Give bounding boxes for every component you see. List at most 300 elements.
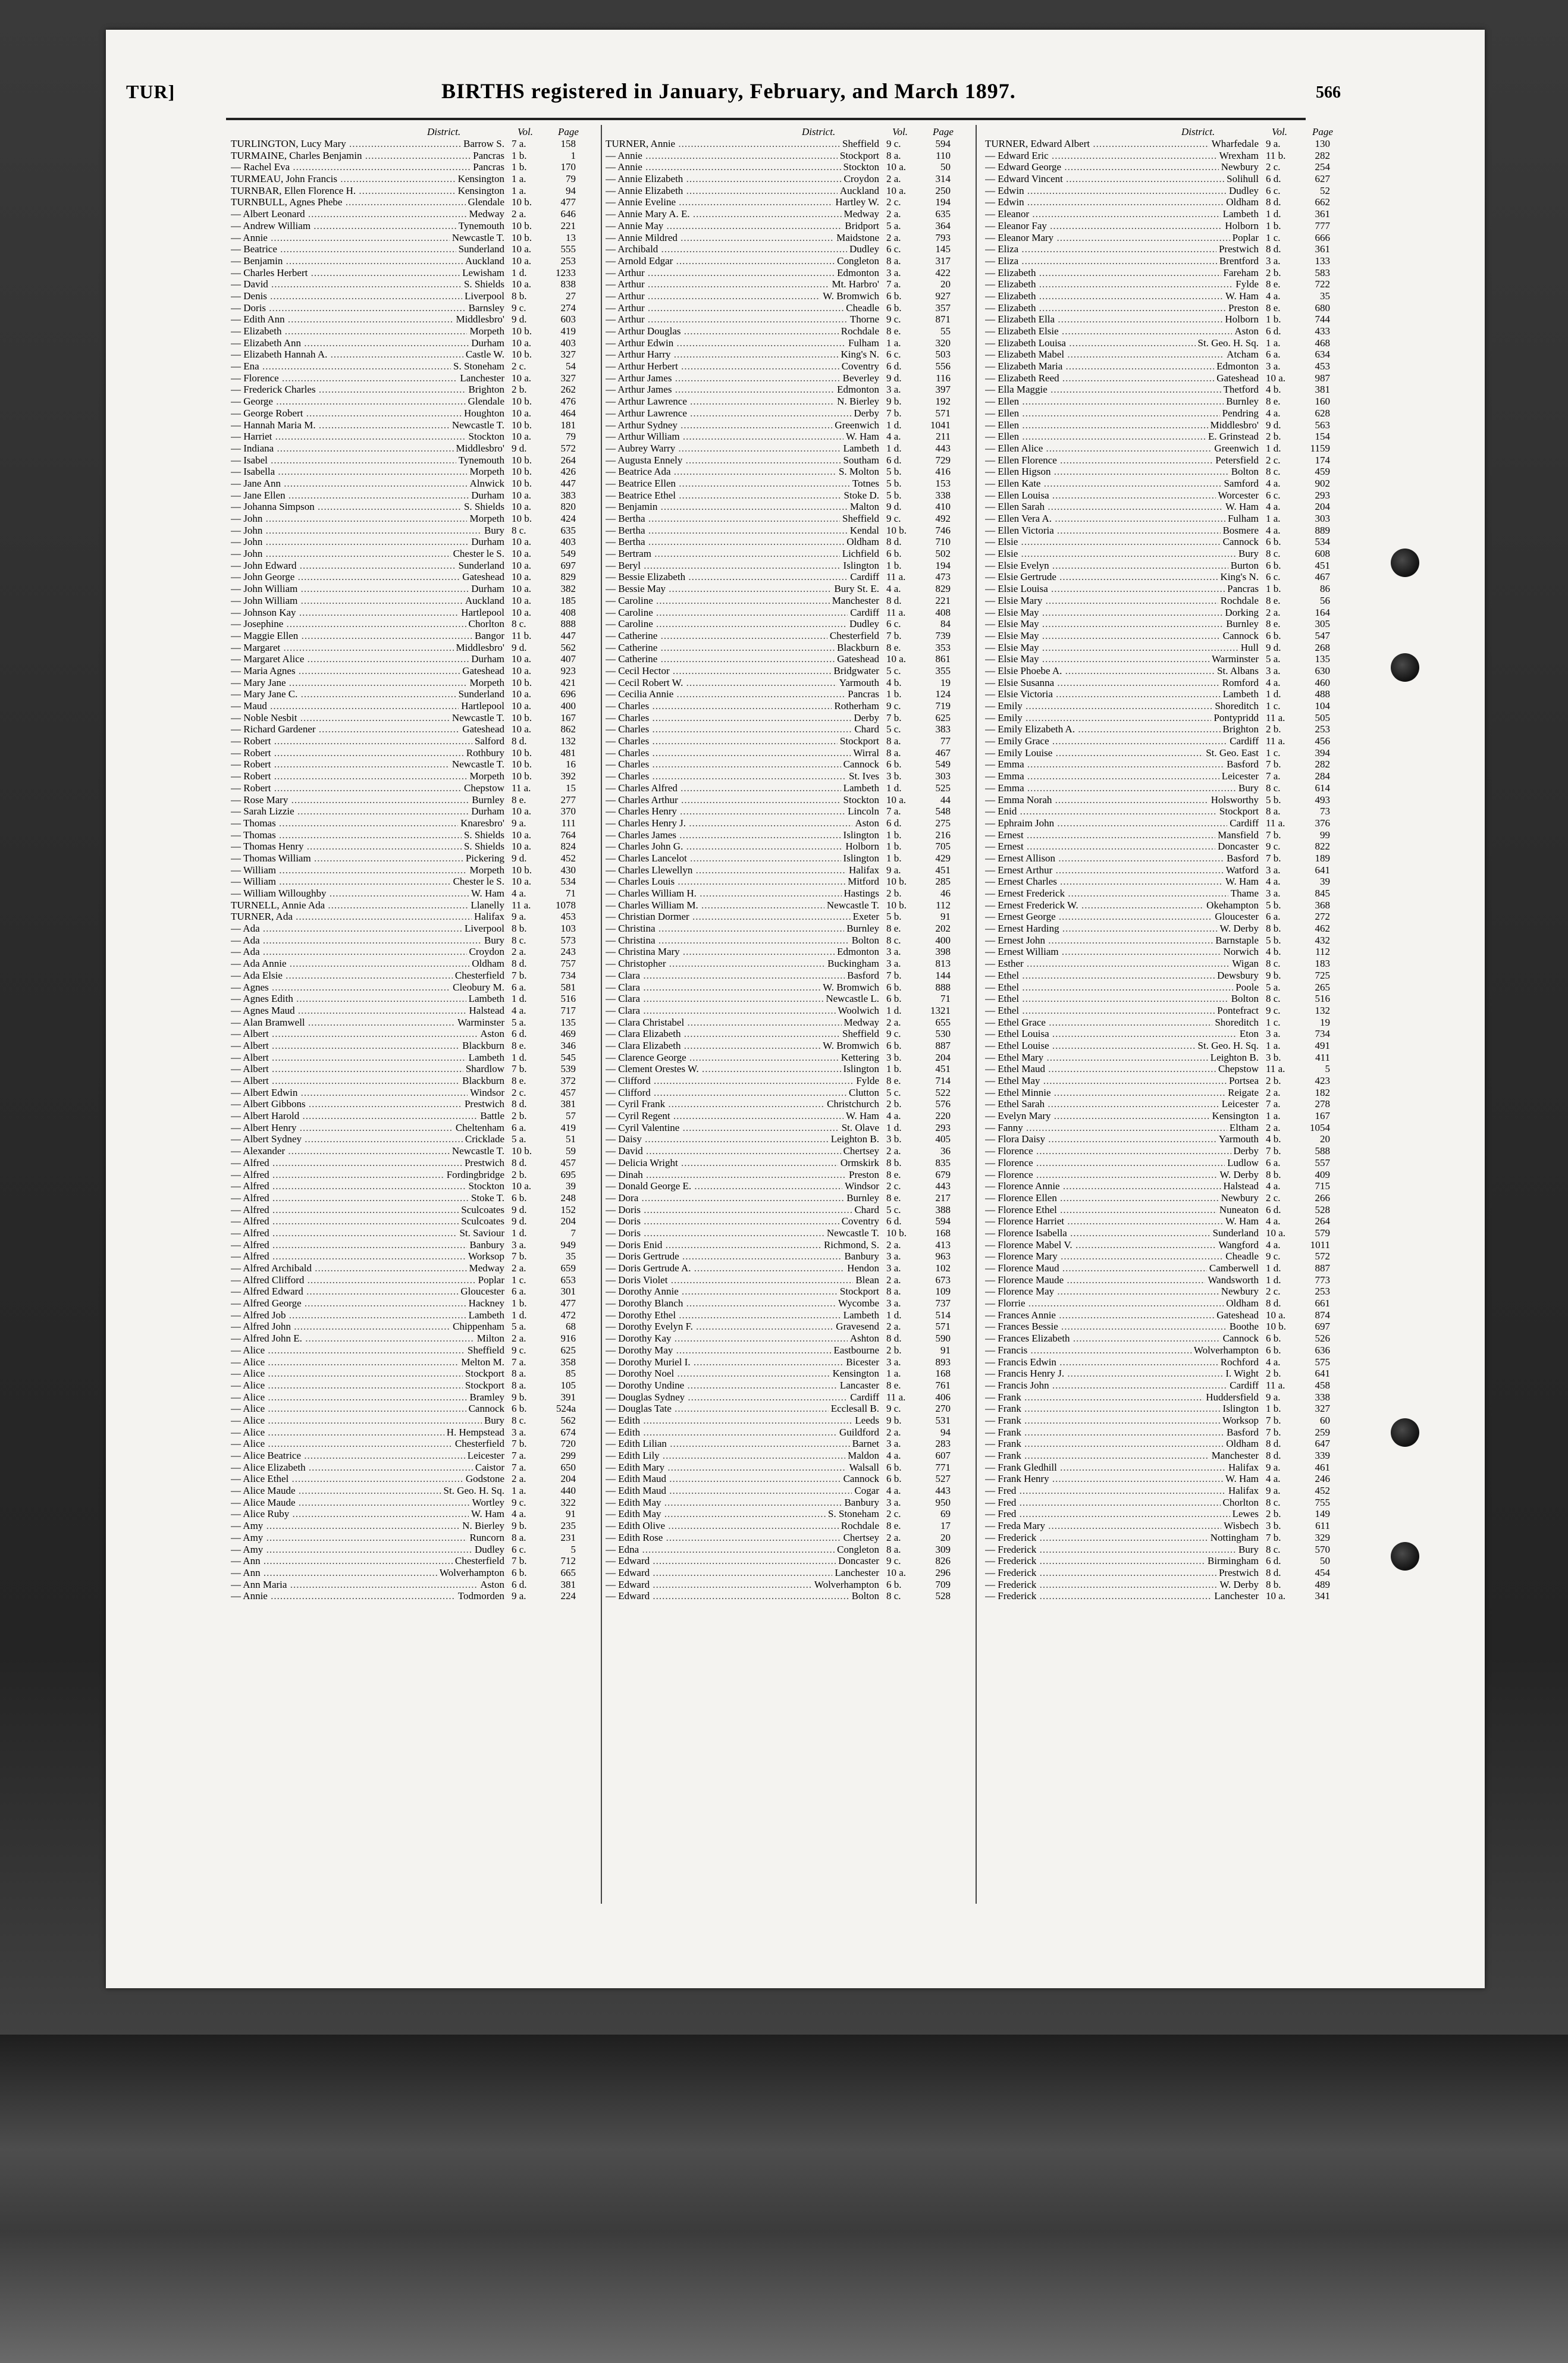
register-entry <box>231 1145 588 1157</box>
entry-volume: 3 b. <box>1266 1520 1281 1532</box>
entry-district: Durham <box>469 583 504 595</box>
register-entry <box>606 759 962 770</box>
entry-name: — Emily ..... <box>985 712 1247 724</box>
register-entry <box>231 595 588 607</box>
entry-page: 627 <box>1315 173 1330 185</box>
entry-volume: 10 a. <box>886 161 907 173</box>
entry-district: Morpeth <box>467 466 504 478</box>
entry-page: 160 <box>1315 396 1330 408</box>
entry-name: TURNER, Annie ..... <box>606 138 867 150</box>
entry-district: Cricklade <box>463 1133 504 1145</box>
register-entry <box>606 712 962 724</box>
register-entry <box>985 853 1342 864</box>
entry-district: Rochdale <box>839 1520 879 1532</box>
entry-name: — Elizabeth ..... <box>985 278 1247 290</box>
entry-district: Congleton <box>835 1544 879 1556</box>
register-entry <box>606 747 962 759</box>
register-entry <box>606 443 962 455</box>
register-entry <box>606 1380 962 1392</box>
entry-volume: 9 c. <box>1266 1004 1281 1016</box>
entry-volume: 7 b. <box>886 712 902 723</box>
entry-name: — Ernest Arthur ..... <box>985 864 1247 876</box>
entry-name: — Mary Jane C. ..... <box>231 688 493 700</box>
entry-page: 416 <box>935 466 951 478</box>
entry-district: Mitford <box>845 876 879 888</box>
entry-district: Hackney <box>466 1298 504 1309</box>
entry-district: Newcastle T. <box>450 712 504 724</box>
entry-district: W. Derby <box>1218 923 1259 935</box>
entry-volume: 5 a. <box>1266 653 1281 665</box>
register-entry <box>985 431 1342 443</box>
entry-district: Lambeth <box>1221 688 1259 700</box>
entry-name: — Arthur Lawrence ..... <box>606 408 867 419</box>
entry-district: Rochford <box>1218 1356 1259 1368</box>
entry-name: — Dorothy Evelyn F. ..... <box>606 1321 867 1333</box>
entry-volume: 2 a. <box>512 946 526 958</box>
entry-name: — Benjamin ..... <box>231 255 493 267</box>
entry-page: 7 <box>570 1227 576 1239</box>
entry-name: — Frank ..... <box>985 1438 1247 1450</box>
entry-page: 516 <box>1315 993 1330 1005</box>
entry-page: 824 <box>560 841 576 853</box>
entry-page: 570 <box>1315 1543 1330 1555</box>
entry-name: — Clara ..... <box>606 1005 867 1017</box>
register-entry <box>231 1380 588 1392</box>
entry-page: 923 <box>560 665 576 676</box>
register-entry <box>606 1427 962 1439</box>
register-entry <box>985 349 1342 361</box>
entry-volume: 10 a. <box>512 559 532 571</box>
register-entry <box>985 630 1342 642</box>
register-entry <box>606 1508 962 1520</box>
entry-volume: 7 b. <box>512 969 527 981</box>
register-entry <box>231 841 588 853</box>
entry-volume: 4 b. <box>1266 1133 1281 1145</box>
entry-district: Islington <box>841 829 879 841</box>
entry-district: Eton <box>1237 1028 1259 1040</box>
entry-volume: 7 a. <box>1266 1098 1281 1110</box>
entry-district: Croydon <box>842 173 880 185</box>
entry-district: Auckland <box>463 255 504 267</box>
entry-page: 526 <box>1315 1333 1330 1345</box>
entry-name: — Charles ..... <box>606 700 867 712</box>
entry-page: 709 <box>935 1578 951 1590</box>
entry-district: Edmonton <box>1214 361 1259 372</box>
entry-page: 454 <box>1315 1566 1330 1578</box>
entry-name: — Ethel Louisa ..... <box>985 1028 1247 1040</box>
entry-name: — Dorothy Undine ..... <box>606 1380 867 1392</box>
entry-name: — Emily Elizabeth A. ..... <box>985 723 1247 735</box>
entry-volume: 10 b. <box>512 325 532 337</box>
entry-name: — Florence Ethel ..... <box>985 1204 1247 1216</box>
register-entry <box>985 1227 1342 1239</box>
entry-name: — Dora ..... <box>606 1192 867 1204</box>
entry-volume: 2 a. <box>886 173 901 185</box>
entry-district: Ecclesall B. <box>829 1403 879 1415</box>
entry-page: 182 <box>1315 1086 1330 1098</box>
entry-page: 183 <box>1315 958 1330 970</box>
entry-district: Windsor <box>468 1087 504 1099</box>
entry-name: — Charles Henry J. ..... <box>606 817 867 829</box>
entry-district: W. Ham <box>843 431 879 443</box>
entry-district: Glendale <box>466 396 504 408</box>
entry-name: — Ellen Sarah ..... <box>985 501 1247 513</box>
entry-district: Medway <box>842 208 879 220</box>
entry-volume: 7 a. <box>886 278 901 290</box>
entry-name: — Charles Herbert ..... <box>231 267 493 279</box>
entry-page: 575 <box>1315 1356 1330 1368</box>
district-header: District. <box>427 126 461 137</box>
entry-page: 158 <box>560 138 576 149</box>
register-entry <box>606 1204 962 1216</box>
entry-name: — John George ..... <box>231 571 493 583</box>
register-entry <box>231 196 588 208</box>
entry-district: Stoke T. <box>469 1192 504 1204</box>
entry-district: Islington <box>841 853 879 864</box>
entry-volume: 1 b. <box>512 161 527 173</box>
entry-page: 104 <box>1315 700 1330 712</box>
entry-volume: 2 c. <box>1266 454 1281 466</box>
entry-page: 253 <box>1315 1286 1330 1298</box>
entry-volume: 9 a. <box>1266 138 1281 149</box>
entry-district: Clutton <box>846 1087 879 1099</box>
entry-volume: 11 a. <box>1266 1379 1285 1391</box>
entry-page: 50 <box>1320 1555 1330 1567</box>
entry-district: Brighton <box>466 384 504 396</box>
entry-name: — Arthur Herbert ..... <box>606 361 867 372</box>
entry-page: 459 <box>1315 466 1330 478</box>
entry-page: 491 <box>1315 1039 1330 1051</box>
register-entry <box>231 1485 588 1497</box>
entry-name: — Frank ..... <box>985 1403 1247 1415</box>
entry-district: Oldham <box>1224 196 1259 208</box>
entry-page: 44 <box>940 794 951 806</box>
register-entry <box>985 490 1342 502</box>
entry-volume: 4 b. <box>1266 946 1281 958</box>
entry-volume: 1 b. <box>512 149 527 161</box>
entry-volume: 10 a. <box>512 841 532 853</box>
entry-name: — Ella Maggie ..... <box>985 384 1247 396</box>
entry-district: Chepstow <box>1216 1063 1259 1075</box>
page-title: BIRTHS registered in January, February, and March 1897. <box>441 79 1016 103</box>
entry-district: W. Bromwich <box>820 1040 879 1052</box>
entry-volume: 6 b. <box>886 290 902 302</box>
entry-volume: 9 c. <box>512 1496 526 1508</box>
entry-name: — Emma Norah ..... <box>985 794 1247 806</box>
register-entry <box>985 232 1342 244</box>
entry-page: 20 <box>940 278 951 290</box>
entry-district: Mt. Harbro' <box>829 278 879 290</box>
entry-page: 50 <box>940 161 951 173</box>
entry-district: Gateshead <box>460 723 504 735</box>
entry-district: Battle <box>478 1110 504 1122</box>
register-entry <box>606 1133 962 1145</box>
entry-name: — Alfred ..... <box>231 1215 493 1227</box>
entry-volume: 10 a. <box>512 255 532 267</box>
entry-name: — Florence Mabel V. ..... <box>985 1239 1247 1251</box>
entry-name: — Cyril Regent ..... <box>606 1110 867 1122</box>
entry-name: — Robert ..... <box>231 735 493 747</box>
entry-volume: 5 b. <box>886 911 902 923</box>
entry-name: — Dorothy May ..... <box>606 1345 867 1356</box>
entry-page: 696 <box>560 688 576 700</box>
column-header <box>606 126 962 138</box>
entry-district: W. Ham <box>1223 1473 1259 1485</box>
entry-page: 368 <box>1315 899 1330 911</box>
entry-page: 407 <box>560 653 576 665</box>
entry-page: 611 <box>1315 1520 1330 1532</box>
entry-page: 112 <box>936 899 951 911</box>
entry-district: Alnwick <box>467 478 504 490</box>
entry-page: 303 <box>1315 513 1330 524</box>
entry-name: TURNELL, Annie Ada ..... <box>231 900 493 911</box>
entry-volume: 9 a. <box>1266 1461 1281 1473</box>
entry-district: St. Geo. H. Sq. <box>1196 1040 1259 1052</box>
entry-volume: 10 a. <box>1266 1590 1286 1602</box>
entry-district: Cogar <box>852 1485 879 1497</box>
entry-volume: 3 a. <box>886 1298 901 1309</box>
entry-page: 1054 <box>1310 1121 1330 1133</box>
entry-page: 452 <box>560 852 576 864</box>
entry-volume: 8 e. <box>886 1520 901 1532</box>
register-entry <box>606 1333 962 1345</box>
register-entry <box>985 653 1342 665</box>
entry-volume: 2 b. <box>1266 267 1281 278</box>
entry-district: Pendring <box>1220 408 1259 419</box>
entry-volume: 2 b. <box>1266 1075 1281 1086</box>
entry-volume: 1 a. <box>1266 337 1281 349</box>
register-entry <box>606 1544 962 1556</box>
register-entry <box>231 735 588 747</box>
entry-page: 381 <box>560 1578 576 1590</box>
entry-page: 661 <box>1315 1298 1330 1309</box>
entry-volume: 8 d. <box>1266 1298 1281 1309</box>
entry-district: Lewes <box>1230 1508 1259 1520</box>
entry-volume: 2 a. <box>1266 1121 1281 1133</box>
entry-page: 503 <box>935 349 951 361</box>
entry-name: TURNBULL, Agnes Phebe ..... <box>231 196 493 208</box>
entry-district: Bolton <box>1229 993 1259 1005</box>
entry-name: — John ..... <box>231 525 493 537</box>
entry-district: Llanelly <box>468 900 504 911</box>
entry-district: Holborn <box>843 841 879 853</box>
entry-district: Mansfield <box>1215 829 1259 841</box>
entry-name: — Edwin ..... <box>985 185 1247 197</box>
entry-name: TURNER, Edward Albert ..... <box>985 138 1247 150</box>
register-entry <box>985 970 1342 982</box>
entry-volume: 8 e. <box>886 923 901 935</box>
entry-district: Newbury <box>1219 1286 1259 1298</box>
entry-name: — Charles ..... <box>606 759 867 770</box>
entry-name: — Alice ..... <box>231 1392 493 1403</box>
entry-volume: 10 a. <box>512 571 532 583</box>
entry-volume: 6 b. <box>886 1578 902 1590</box>
register-entry <box>606 243 962 255</box>
register-entry <box>985 150 1342 162</box>
entry-volume: 9 d. <box>1266 419 1281 431</box>
entry-volume: 9 b. <box>512 1391 527 1403</box>
entry-district: W. Bromwich <box>820 290 879 302</box>
entry-name: — Alfred Job ..... <box>231 1309 493 1321</box>
entry-name: — John ..... <box>231 513 493 525</box>
entry-name: — Cyril Valentine ..... <box>606 1122 867 1134</box>
entry-district: Manchester <box>830 595 879 607</box>
register-entry <box>985 1204 1342 1216</box>
entry-page: 189 <box>1315 852 1330 864</box>
entry-name: — Alice ..... <box>231 1415 493 1427</box>
entry-district: Dudley <box>1227 185 1259 197</box>
entry-name: — Alice Maude ..... <box>231 1497 493 1509</box>
entry-district: Lambeth <box>466 1309 504 1321</box>
entry-page: 51 <box>566 1133 576 1145</box>
entry-name: — Ethel ..... <box>985 982 1247 994</box>
entry-name: — Florence ..... <box>985 1157 1247 1169</box>
entry-page: 221 <box>560 220 576 231</box>
entry-page: 457 <box>560 1086 576 1098</box>
entry-page: 69 <box>940 1508 951 1520</box>
entry-volume: 8 d. <box>512 958 527 970</box>
register-entry <box>231 173 588 185</box>
district-header: District. <box>802 126 836 137</box>
entry-district: Bury <box>482 935 504 947</box>
entry-name: — Alice ..... <box>231 1368 493 1380</box>
entry-district: Morpeth <box>467 325 504 337</box>
register-entry <box>231 1274 588 1286</box>
entry-volume: 9 d. <box>512 1204 527 1215</box>
entry-name: — Noble Nesbit ..... <box>231 712 493 724</box>
register-entry <box>606 1450 962 1462</box>
register-entry <box>606 595 962 607</box>
entry-name: — Hannah Maria M. ..... <box>231 419 493 431</box>
entry-district: Wolverhampton <box>437 1567 504 1579</box>
entry-volume: 1 b. <box>1266 1403 1281 1415</box>
entry-district: W. Ham <box>469 1508 504 1520</box>
entry-volume: 2 a. <box>886 1531 901 1543</box>
entry-district: Congleton <box>835 255 879 267</box>
entry-volume: 1 b. <box>1266 314 1281 325</box>
entry-district: Cardiff <box>1227 735 1259 747</box>
entry-volume: 10 b. <box>886 1227 907 1239</box>
entry-name: — Doris ..... <box>231 302 493 314</box>
entry-page: 5 <box>570 1543 576 1555</box>
entry-district: Doncaster <box>1215 841 1259 853</box>
entry-district: Sheffield <box>840 513 879 525</box>
entry-district: Cardiff <box>848 1392 879 1403</box>
register-entry <box>231 1356 588 1368</box>
register-entry <box>985 185 1342 197</box>
entry-page: 505 <box>1315 712 1330 723</box>
entry-volume: 6 c. <box>1266 571 1281 583</box>
entry-page: 322 <box>560 1496 576 1508</box>
entry-volume: 3 a. <box>886 958 901 970</box>
vol-header: Vol. <box>1272 126 1287 137</box>
entry-page: 720 <box>560 1438 576 1450</box>
entry-page: 84 <box>940 618 951 630</box>
entry-district: Camberwell <box>1207 1262 1259 1274</box>
entry-page: 424 <box>560 513 576 524</box>
entry-page: 357 <box>935 302 951 314</box>
entry-page: 299 <box>560 1450 576 1461</box>
register-entry <box>606 1567 962 1579</box>
entry-name: — Christopher ..... <box>606 958 867 970</box>
entry-volume: 10 b. <box>512 231 532 243</box>
entry-name: — Elizabeth ..... <box>985 302 1247 314</box>
register-entry <box>606 806 962 817</box>
entry-name: — Ann ..... <box>231 1555 493 1567</box>
entry-name: — Annie Elizabeth ..... <box>606 185 867 197</box>
entry-name: — Archibald ..... <box>606 243 867 255</box>
entry-volume: 6 c. <box>886 349 901 361</box>
entry-volume: 9 c. <box>512 1344 526 1356</box>
entry-district: Bridport <box>842 220 879 232</box>
entry-page: 116 <box>936 372 951 384</box>
entry-page: 429 <box>935 852 951 864</box>
entry-volume: 5 b. <box>886 477 902 489</box>
entry-volume: 8 a. <box>886 747 901 759</box>
entry-volume: 5 a. <box>886 220 901 231</box>
entry-name: — Alexander ..... <box>231 1145 493 1157</box>
entry-district: Liverpool <box>462 923 504 935</box>
entry-name: — Harriet ..... <box>231 431 493 443</box>
entry-district: Bridgwater <box>832 665 879 677</box>
entry-page: 94 <box>940 1426 951 1438</box>
entry-page: 835 <box>935 1157 951 1168</box>
entry-volume: 3 a. <box>1266 864 1281 876</box>
register-entry <box>231 1005 588 1017</box>
register-entry <box>231 290 588 302</box>
entry-page: 409 <box>1315 1168 1330 1180</box>
entry-page: 57 <box>566 1110 576 1122</box>
entry-volume: 3 a. <box>886 1438 901 1450</box>
entry-page: 135 <box>1315 653 1330 665</box>
entry-volume: 10 a. <box>512 372 532 384</box>
entry-district: Bicester <box>843 1356 879 1368</box>
entry-district: Yarmouth <box>1216 1133 1259 1145</box>
entry-district: Bolton <box>849 1590 879 1602</box>
register-entry <box>606 782 962 794</box>
entry-district: Medway <box>467 208 504 220</box>
entry-district: Blackburn <box>460 1040 504 1052</box>
entry-district: Shoreditch <box>1212 1017 1259 1029</box>
entry-district: Salford <box>472 735 504 747</box>
entry-volume: 6 b. <box>886 548 902 560</box>
entry-name: — Eliza ..... <box>985 255 1247 267</box>
entry-district: Chard <box>852 723 879 735</box>
register-entry <box>606 560 962 572</box>
entry-volume: 1 a. <box>1266 1039 1281 1051</box>
entry-page: 563 <box>1315 419 1330 431</box>
entry-name: — Bertram ..... <box>606 548 867 560</box>
entry-district: Christchurch <box>824 1098 879 1110</box>
column-header <box>985 126 1342 138</box>
entry-district: Fylde <box>854 1075 879 1087</box>
entry-district: Cardiff <box>1227 1380 1259 1392</box>
entry-district: Hastings <box>842 888 880 900</box>
entry-page: 666 <box>1315 231 1330 243</box>
entry-page: 525 <box>935 782 951 794</box>
entry-name: — Caroline ..... <box>606 618 867 630</box>
entry-page: 220 <box>935 1110 951 1122</box>
entry-name: — Charles William H. ..... <box>606 888 867 900</box>
entry-page: 458 <box>1315 1379 1330 1391</box>
register-entry <box>606 1145 962 1157</box>
entry-district: Morpeth <box>467 677 504 689</box>
entry-page: 170 <box>560 161 576 173</box>
register-entry <box>606 548 962 560</box>
entry-volume: 1 c. <box>1266 747 1281 759</box>
entry-district: H. Hempstead <box>444 1427 504 1439</box>
entry-volume: 4 a. <box>1266 1180 1281 1192</box>
